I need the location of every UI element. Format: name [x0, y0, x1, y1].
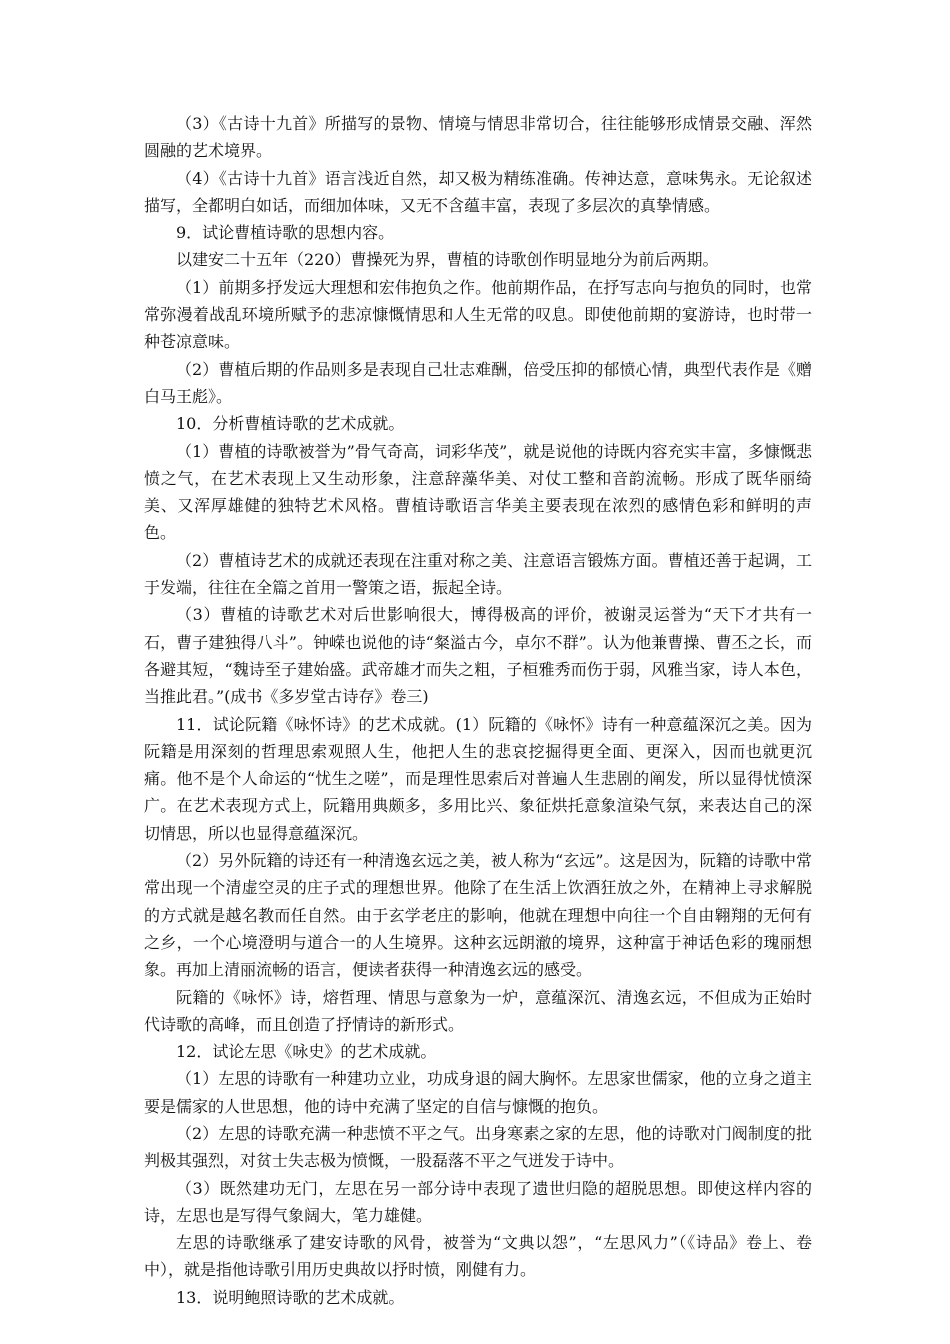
paragraph: （3）曹植的诗歌艺术对后世影响很大，博得极高的评价，被谢灵运誉为“天下才共有一石，曹子建独得八斗”。钟嵘也说他的诗“粲溢古今，卓尔不群”。认为他兼曹操、曹丕之长，而各避其短，“魏诗至子建始盛。武帝雄才而失之粗，子桓雅秀而伤于弱，风雅当家，诗人本色，当推此君。”(成书《多岁堂古诗存》卷三) — [144, 605, 812, 707]
paragraph: 阮籍的《咏怀》诗，熔哲理、情思与意象为一炉，意蕴深沉、清逸玄远，不但成为正始时代诗歌的高峰，而且创造了抒情诗的新形式。 — [144, 987, 812, 1034]
paragraph: （3）既然建功无门，左思在另一部分诗中表现了遗世归隐的超脱思想。即使这样内容的诗，左思也是写得气象阔大，笔力雄健。 — [144, 1178, 812, 1225]
document-body — [144, 110, 812, 1311]
paragraph: （4）《古诗十九首》语言浅近自然，却又极为精练准确。传神达意，意味隽永。无论叙述描写，全都明白如话，而细加体味，又无不含蕴丰富，表现了多层次的真挚情感。 — [144, 168, 812, 215]
question-heading: 10．分析曹植诗歌的艺术成就。 — [176, 414, 405, 434]
question-heading: 11．试论阮籍《咏怀诗》的艺术成就。(1）阮籍的《咏怀》诗有一种意蕴深沉之美。因为阮籍是用深刻的哲理思索观照人生，他把人生的悲哀挖掘得更全面、更深入，因而也就更沉痛。他不是个人命运的“忧生之嗟”，而是理性思索后对普遍人生悲剧的阐发，所以显得忧愤深广。在艺术表现方式上，阮籍用典颇多，多用比兴、象征烘托意象渲染气氛，来表达自己的深切情思，所以也显得意蕴深沉。 — [144, 714, 812, 843]
paragraph: （1）曹植的诗歌被誉为”骨气奇高，词彩华茂”，就是说他的诗既内容充实丰富，多慷慨悲愤之气，在艺术表现上又生动形象，注意辞藻华美、对仗工整和音韵流畅。形成了既华丽绮美、又浑厚雄健的独特艺术风格。曹植诗歌语言华美主要表现在浓烈的感情色彩和鲜明的声色。 — [144, 441, 812, 543]
question-heading: 13．说明鲍照诗歌的艺术成就。 — [176, 1287, 405, 1307]
paragraph: （2）曹植后期的作品则多是表现自己壮志难酬，倍受压抑的郁愤心情，典型代表作是《赠白马王彪》。 — [144, 359, 812, 406]
question-heading: 12．试论左思《咏史》的艺术成就。 — [176, 1042, 437, 1062]
paragraph: （1）前期多抒发远大理想和宏伟抱负之作。他前期作品，在抒写志向与抱负的同时，也常常弥漫着战乱环境所赋予的悲凉慷慨情思和人生无常的叹息。即使他前期的宴游诗，也时带一种苍凉意味。 — [144, 277, 812, 352]
paragraph: 以建安二十五年（220）曹操死为界，曹植的诗歌创作明显地分为前后两期。 — [176, 250, 719, 270]
paragraph: 左思的诗歌继承了建安诗歌的风骨，被誉为“文典以怨”，“左思风力”（《诗品》卷上、卷中），就是指他诗歌引用历史典故以抒时愤，刚健有力。 — [144, 1233, 812, 1280]
paragraph: （2）另外阮籍的诗还有一种清逸玄远之美，被人称为“玄远”。这是因为，阮籍的诗歌中常常出现一个清虚空灵的庄子式的理想世界。他除了在生活上饮酒狂放之外，在精神上寻求解脱的方式就是越名教而任自然。由于玄学老庄的影响，他就在理想中向往一个自由翱翔的无何有之乡，一个心境澄明与道合一的人生境界。这种玄远朗澈的境界，这种富于神话色彩的瑰丽想象。再加上清丽流畅的语言，便读者获得一种清逸玄远的感受。 — [144, 851, 812, 980]
paragraph: （3）《古诗十九首》所描写的景物、情境与情思非常切合，往往能够形成情景交融、浑然圆融的艺术境界。 — [144, 114, 812, 161]
paragraph: （1）左思的诗歌有一种建功立业，功成身退的阔大胸怀。左思家世儒家，他的立身之道主要是儒家的人世思想，他的诗中充满了坚定的自信与慷慨的抱负。 — [144, 1069, 812, 1116]
paragraph: （2）左思的诗歌充满一种悲愤不平之气。出身寒素之家的左思，他的诗歌对门阀制度的批判极其强烈，对贫士失志极为愤慨，一股磊落不平之气迸发于诗中。 — [144, 1123, 812, 1171]
paragraph: （2）曹植诗艺术的成就还表现在注重对称之美、注意语言锻炼方面。曹植还善于起调，工于发端，往往在全篇之首用一警策之语，振起全诗。 — [144, 550, 812, 598]
question-heading: 9．试论曹植诗歌的思想内容。 — [176, 223, 395, 243]
